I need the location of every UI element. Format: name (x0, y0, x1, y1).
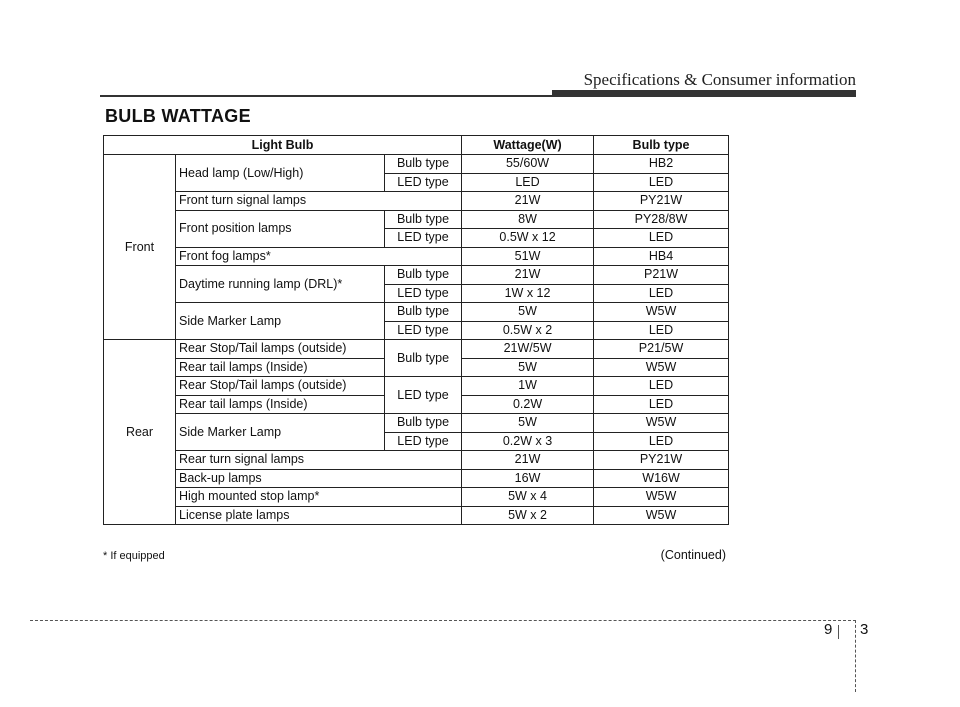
type-cell: W5W (594, 358, 729, 377)
wattage-cell: 51W (462, 247, 594, 266)
table-row (104, 340, 729, 359)
type-cell: HB4 (594, 247, 729, 266)
variant-cell: Bulb type (385, 414, 462, 433)
table-row (104, 192, 729, 211)
lamp-name: Rear Stop/Tail lamps (outside) (176, 377, 385, 396)
lamp-name: Front position lamps (176, 210, 385, 247)
wattage-cell: 0.2W (462, 395, 594, 414)
footer-rule (30, 620, 856, 621)
continued-label: (Continued) (660, 548, 726, 562)
variant-cell: LED type (385, 377, 462, 414)
lamp-name: Side Marker Lamp (176, 414, 385, 451)
table-row (104, 506, 729, 525)
wattage-cell: 0.5W x 2 (462, 321, 594, 340)
lamp-name: Daytime running lamp (DRL)* (176, 266, 385, 303)
type-cell: PY28/8W (594, 210, 729, 229)
wattage-cell: 0.5W x 12 (462, 229, 594, 248)
variant-cell: LED type (385, 229, 462, 248)
wattage-cell: 8W (462, 210, 594, 229)
table-row (104, 488, 729, 507)
type-cell: LED (594, 432, 729, 451)
footnote: * If equipped (103, 550, 165, 562)
lamp-name: Back-up lamps (176, 469, 462, 488)
wattage-cell: 1W (462, 377, 594, 396)
table-row (104, 210, 729, 229)
type-cell: HB2 (594, 155, 729, 174)
variant-cell: Bulb type (385, 210, 462, 229)
table-row (104, 451, 729, 470)
wattage-cell: 21W (462, 451, 594, 470)
lamp-name: License plate lamps (176, 506, 462, 525)
wattage-cell: LED (462, 173, 594, 192)
wattage-cell: 21W (462, 192, 594, 211)
bulb-wattage-table (103, 135, 729, 525)
table-row (104, 247, 729, 266)
table-row (104, 414, 729, 433)
type-cell: W16W (594, 469, 729, 488)
lamp-name: Rear turn signal lamps (176, 451, 462, 470)
wattage-cell: 21W/5W (462, 340, 594, 359)
type-cell: LED (594, 284, 729, 303)
wattage-cell: 55/60W (462, 155, 594, 174)
wattage-cell: 5W (462, 414, 594, 433)
footer-vertical-rule (855, 620, 856, 692)
variant-cell: LED type (385, 432, 462, 451)
table-header-row (104, 136, 729, 155)
section-title: BULB WATTAGE (105, 106, 251, 126)
col-header-light-bulb: Light Bulb (104, 136, 462, 155)
col-header-bulb-type: Bulb type (594, 136, 729, 155)
type-cell: LED (594, 229, 729, 248)
variant-cell: Bulb type (385, 155, 462, 174)
wattage-cell: 16W (462, 469, 594, 488)
header-rule (100, 95, 856, 97)
table-row (104, 266, 729, 285)
group-front: Front (104, 155, 176, 340)
wattage-cell: 0.2W x 3 (462, 432, 594, 451)
wattage-cell: 5W x 2 (462, 506, 594, 525)
page-chapter-number: 9 (824, 621, 833, 638)
type-cell: LED (594, 395, 729, 414)
lamp-name: High mounted stop lamp* (176, 488, 462, 507)
lamp-name: Side Marker Lamp (176, 303, 385, 340)
type-cell: PY21W (594, 451, 729, 470)
type-cell: LED (594, 377, 729, 396)
type-cell: W5W (594, 303, 729, 322)
type-cell: P21/5W (594, 340, 729, 359)
lamp-name: Head lamp (Low/High) (176, 155, 385, 192)
type-cell: W5W (594, 488, 729, 507)
wattage-cell: 5W (462, 303, 594, 322)
type-cell: W5W (594, 414, 729, 433)
variant-cell: Bulb type (385, 303, 462, 322)
type-cell: W5W (594, 506, 729, 525)
table-row (104, 155, 729, 174)
wattage-cell: 5W x 4 (462, 488, 594, 507)
type-cell: LED (594, 321, 729, 340)
wattage-cell: 5W (462, 358, 594, 377)
variant-cell: LED type (385, 173, 462, 192)
lamp-name: Front fog lamps* (176, 247, 462, 266)
wattage-cell: 21W (462, 266, 594, 285)
variant-cell: LED type (385, 284, 462, 303)
variant-cell: Bulb type (385, 266, 462, 285)
variant-cell: Bulb type (385, 340, 462, 377)
lamp-name: Rear Stop/Tail lamps (outside) (176, 340, 385, 359)
page-header-title: Specifications & Consumer information (583, 70, 856, 89)
table-row (104, 303, 729, 322)
table-row (104, 377, 729, 396)
variant-cell: LED type (385, 321, 462, 340)
page-number: 3 (860, 621, 869, 638)
lamp-name: Rear tail lamps (Inside) (176, 395, 385, 414)
lamp-name: Rear tail lamps (Inside) (176, 358, 385, 377)
lamp-name: Front turn signal lamps (176, 192, 462, 211)
type-cell: PY21W (594, 192, 729, 211)
page-number-divider (838, 625, 839, 639)
col-header-wattage: Wattage(W) (462, 136, 594, 155)
table-row (104, 469, 729, 488)
wattage-cell: 1W x 12 (462, 284, 594, 303)
type-cell: P21W (594, 266, 729, 285)
group-rear: Rear (104, 340, 176, 525)
type-cell: LED (594, 173, 729, 192)
